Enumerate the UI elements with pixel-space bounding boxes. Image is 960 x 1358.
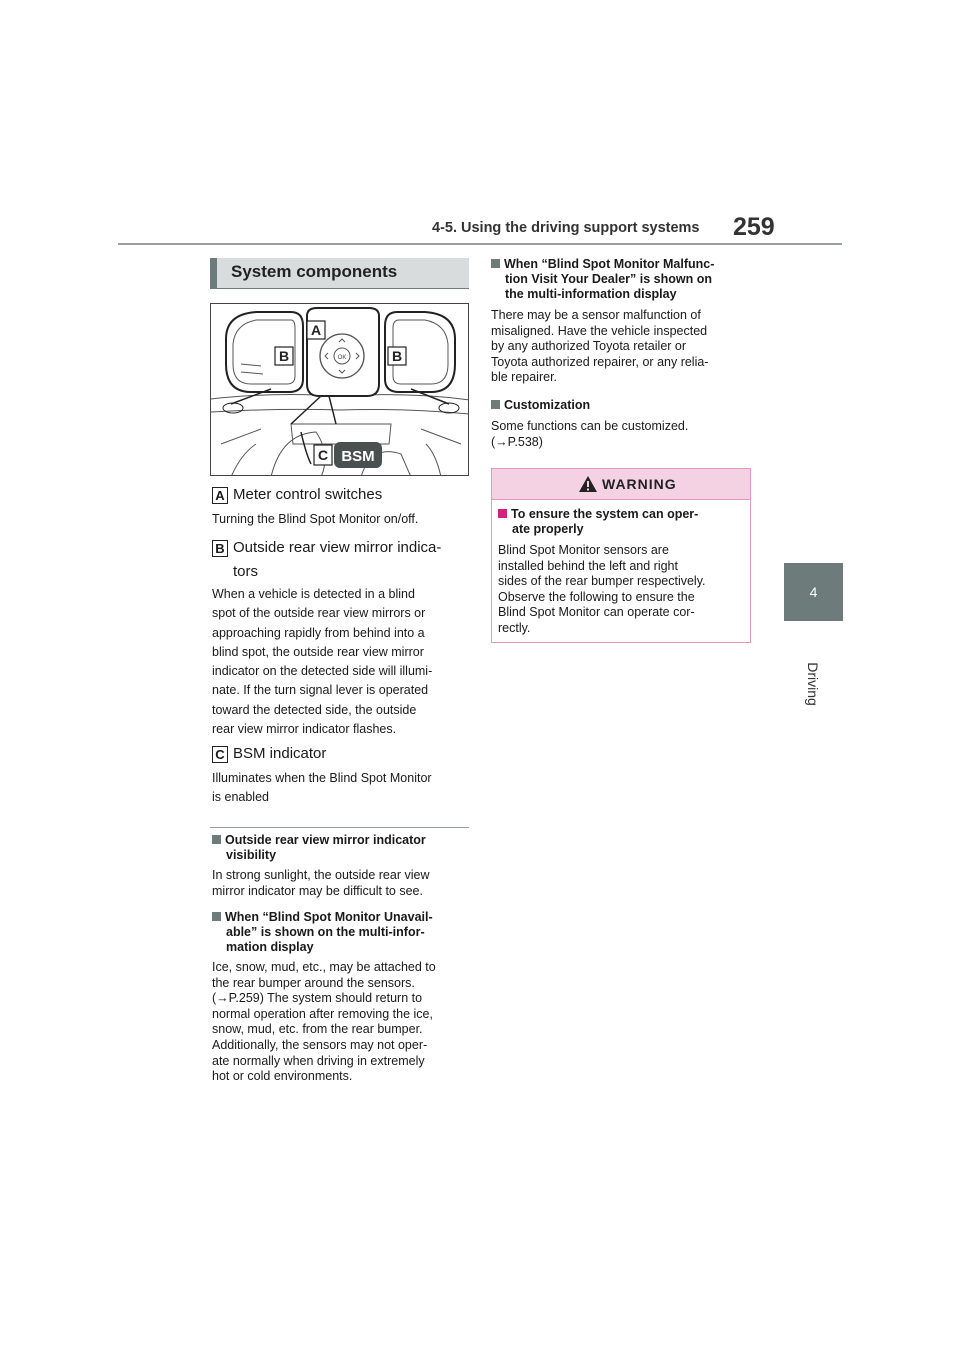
item-a [212, 486, 382, 504]
square-bullet-icon [491, 259, 500, 268]
note-body: There may be a sensor malfunction of misaligned. Have the vehicle inspected by any authorized Toyota retailer or Toyota authorized repairer, or any relia- ble repairer. [491, 308, 709, 385]
section-rule [210, 288, 469, 289]
note-heading: Customization [491, 398, 756, 413]
text-line: When a vehicle is detected in a blind [212, 587, 415, 601]
letter-b-badge: B [212, 540, 228, 557]
text-line: indicator on the detected side will illumi- [212, 664, 433, 679]
callout-b-left: B [278, 348, 290, 364]
note-unavailable [212, 910, 474, 1085]
note-customization [491, 398, 756, 450]
note-body: Ice, snow, mud, etc., may be attached to the rear bumper around the sensors. (→P.259) The system should return to normal operation after removing the ice, snow, mud, etc. from the rear bumper. Additionally, the sensors may not oper- ate normally when driving in extremely hot or cold environments. [212, 960, 436, 1084]
item-b-title-2: tors [233, 563, 259, 580]
square-bullet-icon [212, 835, 221, 844]
square-bullet-icon [212, 912, 221, 921]
text-line: toward the detected side, the outside [212, 702, 417, 717]
text-line: spot of the outside rear view mirrors or [212, 606, 426, 621]
item-a-title: Meter control switches [233, 486, 383, 503]
section-title: 4-5. Using the driving support systems [432, 220, 700, 236]
note-heading: When “Blind Spot Monitor Malfunc- tion Visit Your Dealer” is shown on the multi-information display [491, 257, 756, 302]
note-heading: Outside rear view mirror indicator visibility [212, 833, 474, 863]
item-b-title-1: Outside rear view mirror indica- [233, 539, 442, 556]
column-rule [210, 827, 469, 828]
ok-label: OK [337, 355, 347, 361]
letter-a-badge: A [212, 487, 228, 504]
text-line: Illuminates when the Blind Spot Monitor [212, 771, 432, 785]
note-body: In strong sunlight, the outside rear view mirror indicator may be difficult to see. [212, 868, 430, 898]
section-heading-text: System components [231, 262, 398, 281]
chapter-label: Driving [805, 662, 821, 706]
warning-body: Blind Spot Monitor sensors are installed behind the left and right sides of the rear bumper respectively. Observe the following to ensure the Blind Spot Monitor can operate cor- rectly. [498, 543, 706, 635]
callout-c: C [317, 447, 329, 463]
square-bullet-icon [491, 400, 500, 409]
item-b [212, 536, 441, 584]
dashboard-drawing [211, 304, 469, 476]
warning-content [498, 507, 748, 637]
note-heading: When “Blind Spot Monitor Unavail- able” is shown on the multi-infor- mation display [212, 910, 474, 955]
warning-heading: To ensure the system can oper- ate properly [498, 507, 748, 537]
page-link[interactable]: (→P.538) [491, 434, 543, 449]
text-line: nate. If the turn signal lever is operated [212, 683, 429, 698]
letter-c-badge: C [212, 746, 228, 763]
note-mirror-visibility [212, 833, 474, 899]
text-line: rear view mirror indicator flashes. [212, 722, 397, 737]
callout-b-right: B [391, 348, 403, 364]
note-body: Some functions can be customized. (→P.538) [491, 419, 756, 450]
text-line: is enabled [212, 790, 269, 805]
text-line: approaching rapidly from behind into a [212, 625, 425, 640]
bsm-indicator: BSM [341, 448, 375, 465]
section-heading [210, 258, 469, 288]
text-line: Turning the Blind Spot Monitor on/off. [212, 512, 419, 526]
item-a-desc [212, 510, 474, 529]
square-bullet-icon [498, 509, 507, 518]
item-c [212, 745, 326, 763]
note-malfunction [491, 257, 756, 386]
dashboard-illustration [210, 303, 469, 476]
text-line: blind spot, the outside rear view mirror [212, 644, 424, 659]
warning-label: WARNING [602, 476, 677, 492]
item-c-desc [212, 769, 474, 808]
warning-header [492, 469, 750, 500]
callout-a: A [310, 322, 322, 338]
item-c-title: BSM indicator [233, 745, 327, 762]
warning-triangle-icon [578, 475, 598, 493]
header-rule [118, 243, 842, 245]
page-number: 259 [733, 213, 775, 241]
warning-box [491, 468, 751, 643]
chapter-tab[interactable]: 4 [784, 563, 843, 621]
item-b-desc [212, 585, 474, 739]
